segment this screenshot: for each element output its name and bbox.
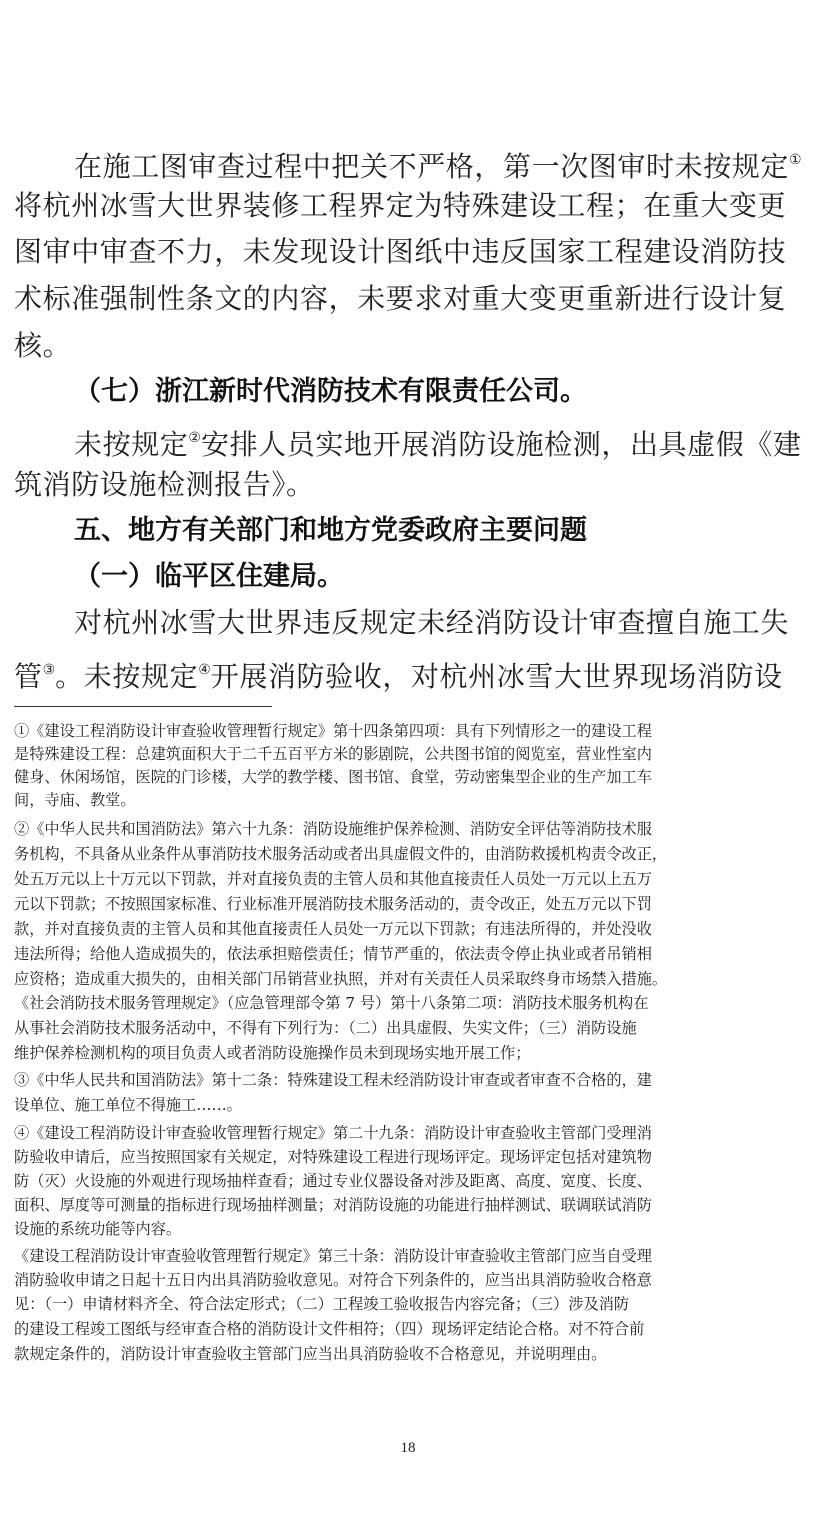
- paragraph-3-line-1: 对杭州冰雪大世界违反规定未经消防设计审查擅自施工失: [74, 606, 790, 639]
- footnote-line: 维护保养检测机构的项目负责人或者消防设施操作员未到现场实地开展工作；: [14, 1044, 531, 1062]
- footnote-mark-4[interactable]: ④: [198, 662, 211, 678]
- footnote-line: 处五万元以上十万元以下罚款，并对直接负责的主管人员和其他直接责任人员处一万元以上五万: [14, 870, 652, 888]
- footnote-line: 从事社会消防技术服务活动中，不得有下列行为：（二）出具虚假、失实文件；（三）消防设施: [14, 1019, 637, 1037]
- footnote-line: ①《建设工程消防设计审查验收管理暂行规定》第十四条第四项：具有下列情形之一的建设工程: [14, 722, 652, 740]
- footnote-line: 元以下罚款；不按照国家标准、行业标准开展消防技术服务活动的，责令改正，处五万元以下罚: [14, 895, 652, 913]
- footnote-line: 违法所得；给他人造成损失的，依法承担赔偿责任；情节严重的，依法责令停止执业或者吊销相: [14, 945, 652, 963]
- footnote-line: 间，寺庙、教堂。: [14, 791, 136, 809]
- footnote-line: 健身、休闲场馆，医院的门诊楼，大学的教学楼、图书馆、食堂，劳动密集型企业的生产加工车: [14, 768, 652, 786]
- footnote-line: 应资格；造成重大损失的，由相关部门吊销营业执照，并对有关责任人员采取终身市场禁入措施。: [14, 970, 668, 988]
- footnote-line: 设施的系统功能等内容。: [14, 1220, 182, 1238]
- footnote-separator: [14, 706, 272, 707]
- paragraph-1-line-4: 术标准强制性条文的内容，未要求对重大变更重新进行设计复: [14, 282, 787, 315]
- footnote-line: 《建设工程消防设计审查验收管理暂行规定》第三十条：消防设计审查验收主管部门应当自受理: [14, 1247, 652, 1265]
- footnote-line: 防（灭）火设施的外观进行现场抽样查看；通过专业仪器设备对涉及距离、高度、宽度、长度、: [14, 1172, 652, 1190]
- paragraph-1-line-3: 图审中审查不力，未发现设计图纸中违反国家工程建设消防技: [14, 235, 787, 268]
- paragraph-1-line-2: 将杭州冰雪大世界装修工程界定为特殊建设工程；在重大变更: [14, 189, 787, 222]
- footnote-line: 面积、厚度等可测量的指标进行现场抽样测量；对消防设施的功能进行抽样测试、联调联试消防: [14, 1196, 652, 1214]
- footnote-line: 设单位、施工单位不得施工……。: [14, 1096, 242, 1114]
- footnote-line: 消防验收申请之日起十五日内出具消防验收意见。对符合下列条件的，应当出具消防验收合格意: [14, 1271, 652, 1289]
- footnote-mark-3[interactable]: ③: [42, 662, 56, 678]
- footnote-line: 款规定条件的，消防设计审查验收主管部门应当出具消防验收不合格意见，并说明理由。: [14, 1345, 607, 1363]
- footnote-line: 防验收申请后，应当按照国家有关规定，对特殊建设工程进行现场评定。现场评定包括对建筑物: [14, 1148, 652, 1166]
- paragraph-2-line-1: 未按规定②安排人员实地开展消防设施检测，出具虚假《建: [74, 428, 802, 461]
- paragraph-1-line-1: 在施工图审查过程中把关不严格，第一次图审时未按规定①: [74, 150, 802, 183]
- footnote-line: 是特殊建设工程：总建筑面积大于二千五百平方米的影剧院，公共图书馆的阅览室，营业性室内: [14, 745, 652, 763]
- paragraph-1-line-5: 核。: [14, 329, 72, 362]
- footnote-line: 务机构，不具备从业条件从事消防技术服务活动或者出具虚假文件的，由消防救援机构责令改正，: [14, 845, 668, 863]
- footnote-mark-1[interactable]: ①: [789, 152, 802, 168]
- footnote-line: ③《中华人民共和国消防法》第十二条：特殊建设工程未经消防设计审查或者审查不合格的，建: [14, 1071, 652, 1089]
- footnote-line: ②《中华人民共和国消防法》第六十九条：消防设施维护保养检测、消防安全评估等消防技术服: [14, 820, 652, 838]
- footnote-line: 的建设工程竣工图纸与经审查合格的消防设计文件相符；（四）现场评定结论合格。对不符合前: [14, 1320, 645, 1338]
- paragraph-2-line-2: 筑消防设施检测报告》。: [14, 468, 315, 501]
- subheading-company: （七）浙江新时代消防技术有限责任公司。: [74, 376, 587, 407]
- page-number: 18: [400, 1440, 416, 1456]
- footnote-line: ④《建设工程消防设计审查验收管理暂行规定》第二十九条：消防设计审查验收主管部门受理消: [14, 1124, 652, 1142]
- footnote-mark-2[interactable]: ②: [188, 430, 201, 446]
- footnote-line: 款，并对直接负责的主管人员和其他直接责任人员处一万元以下罚款；有违法所得的，并处没收: [14, 920, 652, 938]
- paragraph-3-line-2: 管③。未按规定④开展消防验收，对杭州冰雪大世界现场消防设: [14, 660, 783, 693]
- footnote-line: 见：（一）申请材料齐全、符合法定形式；（二）工程竣工验收报告内容完备；（三）涉及消防: [14, 1295, 630, 1313]
- subheading-linping: （一）临平区住建局。: [74, 561, 344, 592]
- section-heading-5: 五、地方有关部门和地方党委政府主要问题: [74, 515, 587, 546]
- footnote-line: 《社会消防技术服务管理规定》（应急管理部令第 7 号）第十八条第二项：消防技术服务机构在: [14, 994, 649, 1012]
